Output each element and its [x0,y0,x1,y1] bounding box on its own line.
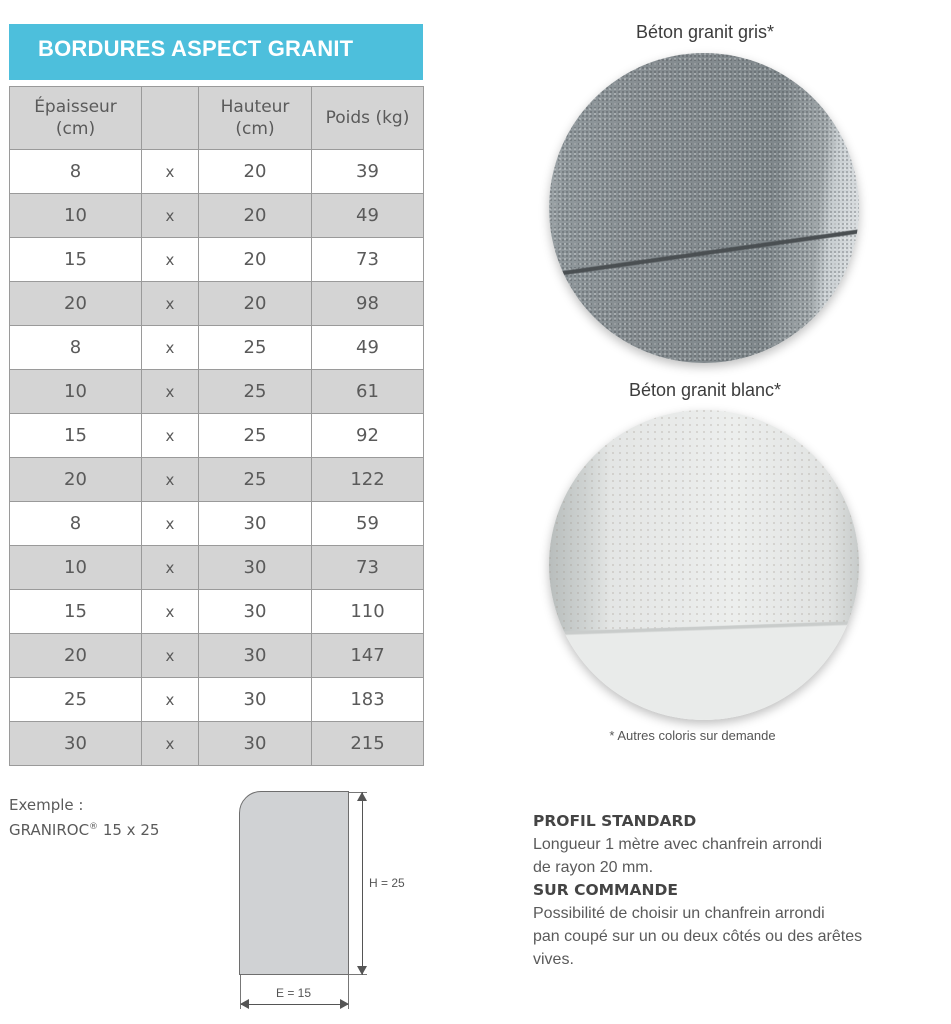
header-hauteur: Hauteur (cm) [199,87,312,150]
cell-poids: 110 [312,590,424,634]
cell-separator: x [142,282,199,326]
profile-notes: PROFIL STANDARD Longueur 1 mètre avec chanfrein arrondi de rayon 20 mm. SUR COMMANDE Possibilité de choisir un chanfrein arrondi pan coupé sur un ou deux côtés ou des arêtes vives. [533,810,943,971]
cell-hauteur: 20 [199,150,312,194]
photo-beton-granit-blanc [549,410,859,720]
cell-hauteur: 30 [199,678,312,722]
cell-epaisseur: 8 [10,326,142,370]
cell-separator: x [142,590,199,634]
caption-granit-gris: Béton granit gris* [635,22,775,42]
cell-epaisseur: 30 [10,722,142,766]
table-row [10,678,424,722]
cell-hauteur: 30 [199,722,312,766]
cell-separator: x [142,150,199,194]
cell-separator: x [142,238,199,282]
cell-epaisseur: 10 [10,370,142,414]
cell-poids: 92 [312,414,424,458]
cell-poids: 49 [312,326,424,370]
standard-profile-title: PROFIL STANDARD [533,812,697,830]
cell-epaisseur: 15 [10,238,142,282]
example-product: GRANIROC® 15 x 25 [9,821,160,839]
arrow-down-icon [357,966,367,975]
height-label: H = 25 [369,876,405,890]
table-row [10,282,424,326]
table-row [10,194,424,238]
cell-epaisseur: 8 [10,150,142,194]
cell-hauteur: 25 [199,414,312,458]
table-row [10,238,424,282]
cell-hauteur: 25 [199,326,312,370]
cell-hauteur: 30 [199,502,312,546]
photo-beton-granit-gris [549,53,859,363]
cell-hauteur: 30 [199,634,312,678]
cell-epaisseur: 15 [10,590,142,634]
cell-separator: x [142,326,199,370]
cell-epaisseur: 20 [10,458,142,502]
dimensions-table [9,86,424,766]
table-row [10,546,424,590]
cell-separator: x [142,194,199,238]
cell-epaisseur: 25 [10,678,142,722]
cell-epaisseur: 10 [10,194,142,238]
cell-separator: x [142,546,199,590]
cell-hauteur: 30 [199,546,312,590]
cell-hauteur: 20 [199,238,312,282]
caption-granit-blanc: Béton granit blanc* [628,380,782,400]
header-epaisseur: Épaisseur (cm) [10,87,142,150]
arrow-left-icon [240,999,249,1009]
table-row [10,502,424,546]
cell-poids: 98 [312,282,424,326]
section-title: BORDURES ASPECT GRANIT [38,36,354,61]
cell-separator: x [142,678,199,722]
cell-poids: 73 [312,238,424,282]
cell-separator: x [142,414,199,458]
cell-hauteur: 30 [199,590,312,634]
cell-poids: 61 [312,370,424,414]
width-dimension-line [241,1004,348,1005]
cell-hauteur: 20 [199,194,312,238]
table-row [10,590,424,634]
cell-hauteur: 25 [199,370,312,414]
height-dimension-line [362,792,363,975]
cell-poids: 183 [312,678,424,722]
header-separator [142,87,199,150]
table-row [10,150,424,194]
cell-poids: 39 [312,150,424,194]
cell-poids: 215 [312,722,424,766]
cell-epaisseur: 10 [10,546,142,590]
table-header-row [10,87,424,150]
cell-hauteur: 20 [199,282,312,326]
table-row [10,414,424,458]
table-row [10,370,424,414]
cell-separator: x [142,722,199,766]
colors-footnote: * Autres coloris sur demande [609,728,776,743]
table-row [10,634,424,678]
cell-poids: 49 [312,194,424,238]
table-row [10,458,424,502]
example-label: Exemple : GRANIROC® 15 x 25 [9,796,160,839]
header-poids: Poids (kg) [312,87,424,150]
cell-poids: 73 [312,546,424,590]
section-title-banner [9,24,423,80]
cell-separator: x [142,634,199,678]
cell-separator: x [142,458,199,502]
arrow-up-icon [357,792,367,801]
cell-epaisseur: 15 [10,414,142,458]
cell-epaisseur: 8 [10,502,142,546]
table-row [10,722,424,766]
cell-epaisseur: 20 [10,634,142,678]
on-order-title: SUR COMMANDE [533,881,678,899]
cell-epaisseur: 20 [10,282,142,326]
cell-poids: 122 [312,458,424,502]
cell-separator: x [142,502,199,546]
cell-poids: 147 [312,634,424,678]
width-label: E = 15 [276,986,312,1000]
arrow-right-icon [340,999,349,1009]
table-row [10,326,424,370]
curb-profile-drawing [239,791,349,975]
cell-separator: x [142,370,199,414]
cell-hauteur: 25 [199,458,312,502]
cell-poids: 59 [312,502,424,546]
